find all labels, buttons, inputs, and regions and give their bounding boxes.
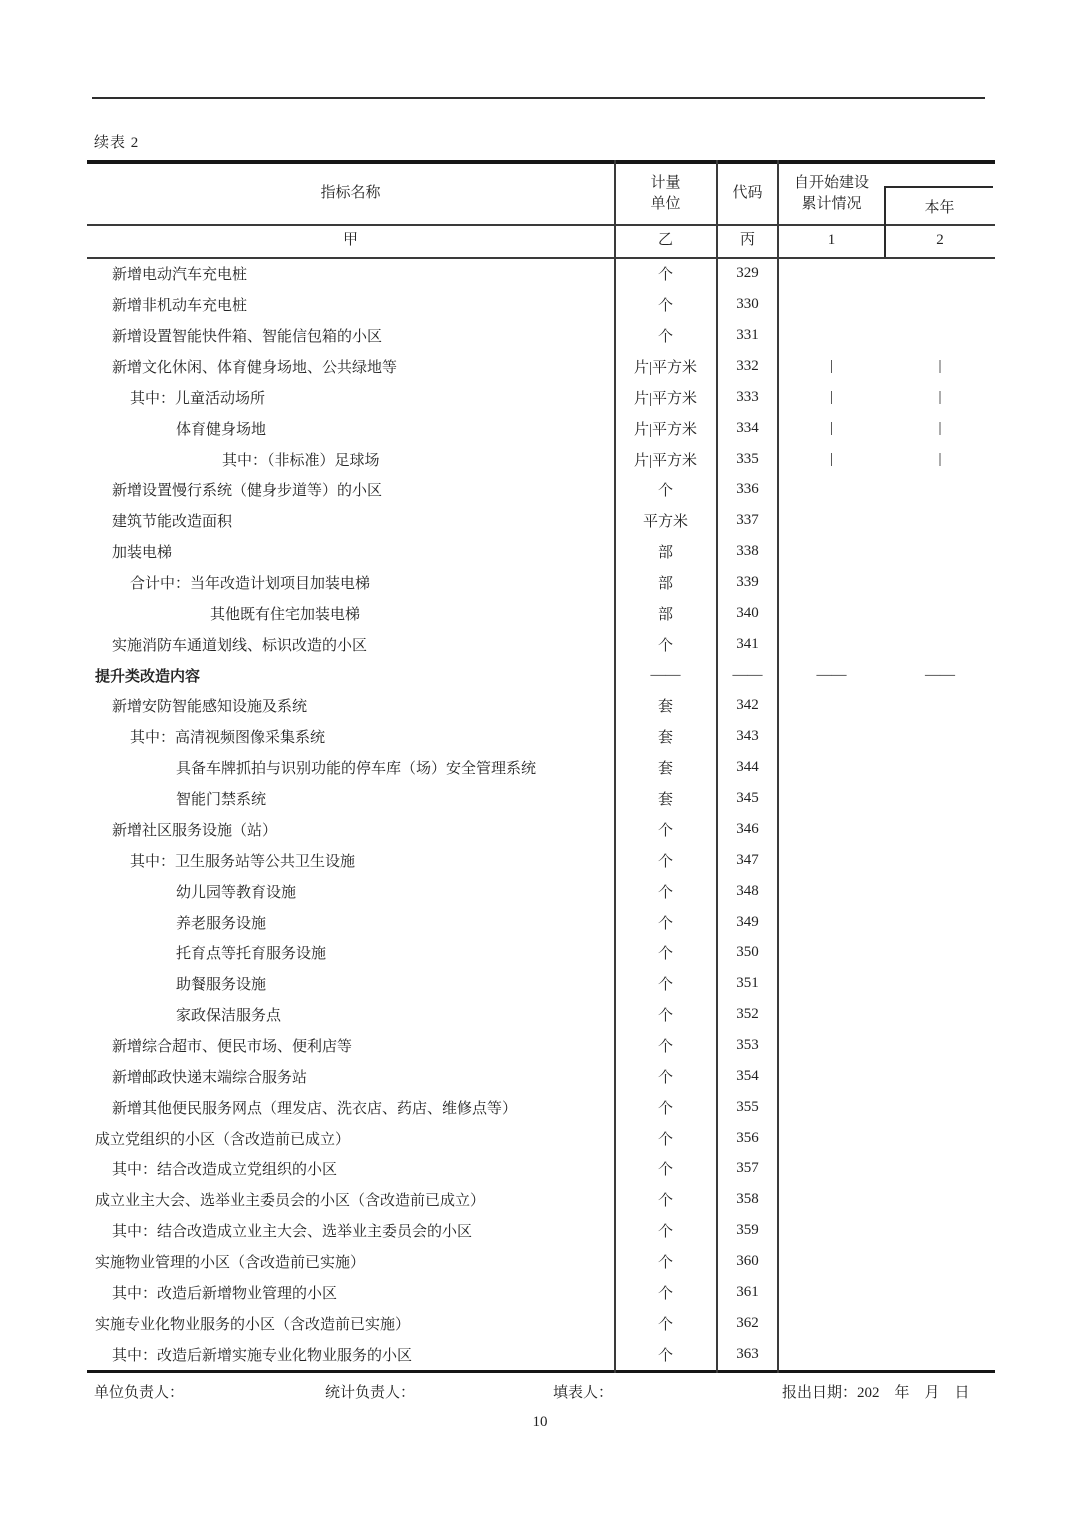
row-current-year-value: |: [938, 358, 942, 374]
row-unit: 套: [657, 699, 673, 716]
row-indicator-name: 加装电梯: [112, 545, 173, 562]
row-code: 343: [736, 728, 759, 745]
table-row: [87, 1308, 995, 1339]
footer-stats-head-label: 统计负责人：: [325, 1385, 416, 1401]
row-code: 349: [736, 913, 759, 930]
table-row: [87, 1246, 995, 1277]
row-indicator-name: 智能门禁系统: [176, 792, 267, 809]
row-unit: 个: [657, 1285, 673, 1302]
row-unit: 片|平方米: [633, 452, 697, 469]
row-indicator-name: 其中：高清视频图像采集系统: [130, 730, 326, 747]
row-unit: 套: [657, 792, 673, 809]
table-row: [87, 567, 995, 598]
stub-yi: 乙: [657, 232, 673, 248]
table-row: [87, 505, 995, 536]
row-code: 342: [736, 697, 759, 714]
current-year-header-label: 本年: [924, 199, 955, 216]
row-code: 329: [736, 265, 759, 282]
row-code: 333: [736, 388, 759, 405]
row-cumulative-value: |: [829, 358, 833, 374]
row-unit: 个: [657, 853, 673, 870]
row-unit: 个: [657, 1193, 673, 1210]
statistics-table: [87, 160, 995, 1373]
row-code: 356: [736, 1129, 759, 1146]
table-body: [87, 259, 995, 1370]
row-code: 337: [736, 512, 759, 529]
row-code: 360: [736, 1252, 759, 1269]
row-unit: 个: [657, 1254, 673, 1271]
table-row: [87, 1339, 995, 1370]
row-indicator-name: 其中：卫生服务站等公共卫生设施: [130, 853, 356, 870]
table-row: [87, 1184, 995, 1215]
row-indicator-name: 新增设置慢行系统（健身步道等）的小区: [112, 483, 383, 500]
table-row: [87, 814, 995, 845]
row-unit: 个: [657, 1038, 673, 1055]
table-row: [87, 968, 995, 999]
row-unit: 个: [657, 915, 673, 932]
row-unit: 个: [657, 1069, 673, 1086]
row-unit: 个: [657, 1131, 673, 1148]
row-unit: 平方米: [642, 514, 688, 531]
row-indicator-name: 新增非机动车充电桩: [112, 298, 248, 315]
footer-unit-head-label: 单位负责人：: [94, 1385, 185, 1401]
row-current-year-value: |: [938, 450, 942, 467]
row-indicator-name: 其中：改造后新增实施专业化物业服务的小区: [112, 1347, 413, 1364]
row-code: 346: [736, 820, 759, 837]
row-indicator-name: 建筑节能改造面积: [112, 514, 233, 531]
row-code: 330: [736, 296, 759, 313]
stub-bing: 丙: [739, 232, 755, 248]
header-code: [717, 164, 778, 224]
table-row: [87, 320, 995, 351]
table-row: [87, 1153, 995, 1184]
table-row: [87, 937, 995, 968]
table-row: [87, 629, 995, 660]
row-indicator-name: 成立业主大会、选举业主委员会的小区（含改造前已成立）: [95, 1193, 486, 1210]
table-row: [87, 1123, 995, 1154]
row-indicator-name: 合计中：当年改造计划项目加装电梯: [130, 576, 371, 593]
row-indicator-name: 新增设置智能快件箱、智能信包箱的小区: [112, 329, 383, 346]
row-cumulative-value: ——: [816, 666, 847, 683]
row-indicator-name: 新增电动汽车充电桩: [112, 267, 248, 284]
table-row: [87, 413, 995, 444]
row-indicator-name: 新增文化休闲、体育健身场地、公共绿地等: [112, 360, 398, 376]
header-code-text: 代码: [732, 185, 763, 201]
stub-jia: 甲: [342, 232, 358, 248]
table-row: [87, 660, 995, 691]
row-unit: 部: [657, 545, 673, 562]
header-cumulative-line2: 累计情况: [801, 195, 862, 212]
stub-col1: 1: [827, 232, 836, 248]
row-current-year-value: ——: [925, 666, 955, 683]
header-cumulative-since-start: [778, 164, 885, 224]
header-unit-line2: 单位: [650, 195, 681, 212]
row-code: 350: [736, 944, 759, 961]
row-indicator-name: 提升类改造内容: [95, 668, 201, 685]
table-row: [87, 444, 995, 475]
row-code: 332: [736, 358, 759, 374]
row-indicator-name: 助餐服务设施: [176, 977, 267, 994]
table-bottom-border: [87, 1370, 995, 1374]
stub-col2: 2: [936, 232, 944, 248]
page-number: 10: [532, 1414, 548, 1430]
row-indicator-name: 新增社区服务设施（站）: [112, 822, 278, 839]
row-indicator-name: 成立党组织的小区（含改造前已成立）: [95, 1131, 351, 1148]
row-indicator-name: 实施专业化物业服务的小区（含改造前已实施）: [95, 1316, 411, 1333]
header-indicator-text: 指标名称: [320, 185, 381, 201]
row-indicator-name: 实施物业管理的小区（含改造前已实施）: [95, 1254, 366, 1271]
row-code: 340: [736, 604, 759, 621]
row-unit: 个: [657, 1100, 673, 1117]
row-unit: 个: [657, 1008, 673, 1025]
row-unit: 个: [657, 329, 673, 346]
row-unit: 个: [657, 483, 673, 500]
continuation-table-label: 续表 2: [94, 135, 140, 151]
row-indicator-name: 其中：改造后新增物业管理的小区: [112, 1285, 338, 1302]
row-unit: 个: [657, 1316, 673, 1333]
row-indicator-name: 其他既有住宅加装电梯: [210, 606, 361, 623]
row-indicator-name: 实施消防车通道划线、标识改造的小区: [112, 637, 368, 654]
row-indicator-name: 新增综合超市、便民市场、便利店等: [112, 1038, 353, 1055]
table-row: [87, 598, 995, 629]
row-unit: 个: [657, 1347, 673, 1364]
row-code: 336: [736, 481, 759, 498]
header-unit-of-measure: [614, 164, 717, 224]
table-row: [87, 999, 995, 1030]
row-code: 357: [736, 1160, 759, 1177]
row-unit: 部: [657, 606, 673, 623]
row-code: 358: [736, 1191, 759, 1208]
table-row: [87, 721, 995, 752]
row-indicator-name: 具备车牌抓拍与识别功能的停车库（场）安全管理系统: [176, 761, 537, 778]
row-unit: 个: [657, 977, 673, 994]
row-indicator-name: 其中：（非标准）足球场: [222, 452, 380, 469]
row-code: ——: [732, 666, 763, 683]
page-top-rule: [92, 97, 985, 99]
row-unit: 套: [657, 761, 673, 778]
table-row: [87, 1061, 995, 1092]
table-row: [87, 382, 995, 413]
row-indicator-name: 家政保洁服务点: [176, 1008, 282, 1025]
table-row: [87, 1215, 995, 1246]
header-unit-line1: 计量: [650, 174, 681, 191]
table-row: [87, 752, 995, 783]
row-unit: 片|平方米: [633, 390, 697, 407]
row-indicator-name: 体育健身场地: [176, 421, 267, 438]
row-indicator-name: 其中：结合改造成立业主大会、选举业主委员会的小区: [112, 1224, 473, 1241]
row-code: 355: [736, 1098, 759, 1115]
row-unit: 个: [657, 298, 673, 315]
row-code: 331: [736, 327, 759, 344]
row-unit: ——: [650, 666, 681, 683]
row-unit: 个: [657, 822, 673, 839]
row-current-year-value: |: [938, 419, 942, 436]
row-code: 335: [736, 450, 759, 467]
table-row: [87, 536, 995, 567]
row-code: 354: [736, 1067, 759, 1084]
row-code: 348: [736, 882, 759, 899]
row-unit: 个: [657, 884, 673, 901]
row-code: 351: [736, 975, 759, 992]
table-header-row: [87, 164, 995, 224]
row-code: 345: [736, 790, 759, 807]
row-code: 353: [736, 1036, 759, 1053]
table-row: [87, 907, 995, 938]
footer-report-date-label: 报出日期：202 年 月 日: [782, 1385, 970, 1401]
row-code: 359: [736, 1222, 759, 1239]
table-row: [87, 876, 995, 907]
table-row: [87, 691, 995, 722]
row-indicator-name: 幼儿园等教育设施: [176, 884, 297, 901]
header-current-year-spacer: [885, 164, 995, 224]
row-code: 341: [736, 635, 759, 652]
row-unit: 个: [657, 1162, 673, 1179]
row-indicator-name: 其中：儿童活动场所: [130, 390, 266, 407]
table-row: [87, 475, 995, 506]
table-row: [87, 1092, 995, 1123]
row-code: 352: [736, 1006, 759, 1023]
row-code: 344: [736, 759, 759, 776]
row-unit: 片|平方米: [633, 360, 697, 376]
table-row: [87, 1030, 995, 1061]
table-row: [87, 1277, 995, 1308]
row-indicator-name: 养老服务设施: [176, 915, 267, 932]
row-code: 363: [736, 1345, 759, 1362]
row-indicator-name: 托育点等托育服务设施: [176, 946, 327, 963]
row-cumulative-value: |: [829, 388, 833, 405]
row-unit: 套: [657, 730, 673, 747]
header-indicator-name: [87, 164, 614, 224]
row-indicator-name: 新增邮政快递末端综合服务站: [112, 1069, 308, 1086]
row-code: 362: [736, 1314, 759, 1331]
row-cumulative-value: |: [829, 450, 833, 467]
row-unit: 个: [657, 267, 673, 284]
row-unit: 个: [657, 946, 673, 963]
table-stub-row: [87, 224, 995, 257]
row-code: 347: [736, 851, 759, 868]
table-row: [87, 259, 995, 290]
row-unit: 个: [657, 637, 673, 654]
row-current-year-value: |: [938, 388, 942, 405]
row-unit: 片|平方米: [633, 421, 697, 438]
table-row: [87, 845, 995, 876]
header-cumulative-line1: 自开始建设: [793, 174, 869, 191]
row-unit: 个: [657, 1224, 673, 1241]
row-indicator-name: 新增其他便民服务网点（理发店、洗衣店、药店、维修点等）: [112, 1100, 518, 1117]
row-code: 361: [736, 1283, 759, 1300]
table-row: [87, 289, 995, 320]
row-indicator-name: 其中：结合改造成立党组织的小区: [112, 1162, 338, 1179]
row-unit: 部: [657, 576, 673, 593]
table-row: [87, 783, 995, 814]
row-code: 339: [736, 574, 759, 591]
row-code: 338: [736, 543, 759, 560]
row-code: 334: [736, 419, 759, 436]
row-cumulative-value: |: [829, 419, 833, 436]
table-row: [87, 351, 995, 382]
row-indicator-name: 新增安防智能感知设施及系统: [112, 699, 308, 716]
footer-preparer-label: 填表人：: [553, 1385, 614, 1401]
